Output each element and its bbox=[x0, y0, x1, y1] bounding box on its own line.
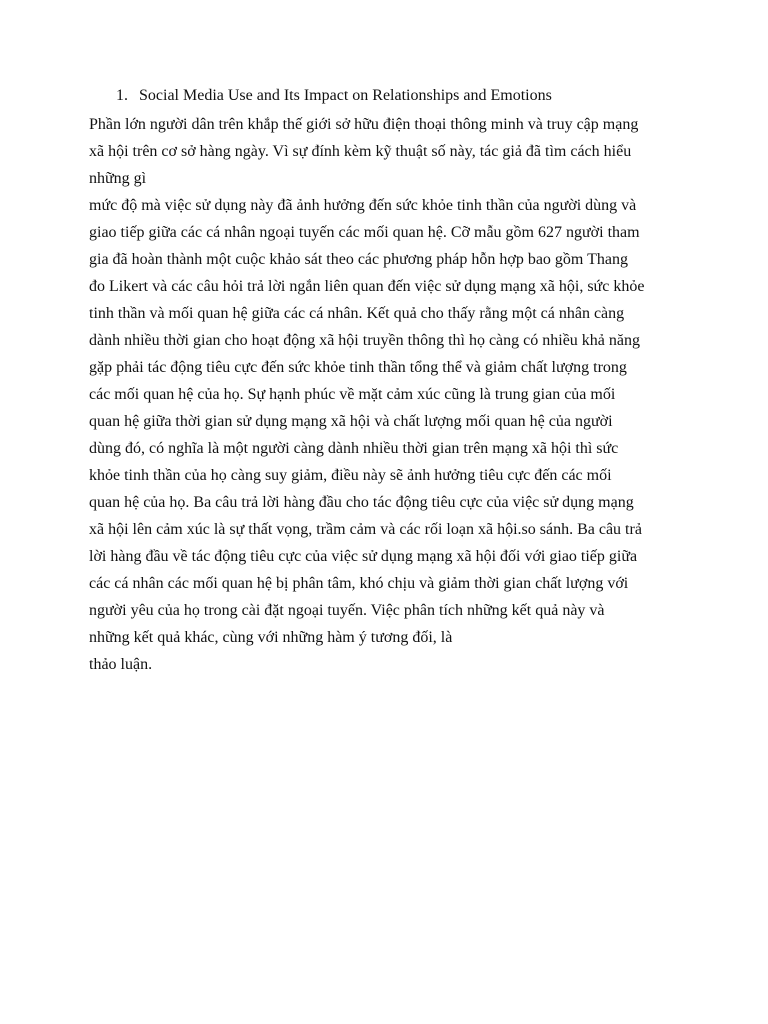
text-line: những gì bbox=[89, 170, 147, 187]
text-line: quan hệ giữa thời gian sử dụng mạng xã hội và chất lượng mối quan hệ của người bbox=[89, 413, 613, 430]
text-line: mức độ mà việc sử dụng này đã ảnh hưởng đến sức khỏe tinh thần của người dùng và bbox=[89, 197, 637, 214]
paragraph-1 bbox=[89, 111, 689, 192]
document-body bbox=[89, 85, 689, 678]
text-line: xã hội lên cảm xúc là sự thất vọng, trầm cảm và các rối loạn xã hội.so sánh. Ba câu trả bbox=[89, 521, 642, 538]
text-line: dùng đó, có nghĩa là một người càng dành nhiều thời gian trên mạng xã hội thì sức bbox=[89, 440, 619, 457]
text-line: Phần lớn người dân trên khắp thế giới sở hữu điện thoại thông minh và truy cập mạng bbox=[89, 116, 639, 133]
paragraph-2 bbox=[89, 192, 689, 678]
text-line: gặp phải tác động tiêu cực đến sức khỏe tinh thần tổng thể và giảm chất lượng trong bbox=[89, 359, 627, 376]
text-line: gia đã hoàn thành một cuộc khảo sát theo các phương pháp hỗn hợp bao gồm Thang bbox=[89, 251, 628, 268]
text-line: giao tiếp giữa các cá nhân ngoại tuyến các mối quan hệ. Cỡ mẫu gồm 627 người tham bbox=[89, 224, 640, 241]
text-line: các mối quan hệ của họ. Sự hạnh phúc về mặt cảm xúc cũng là trung gian của mối bbox=[89, 386, 616, 403]
text-line: thảo luận. bbox=[89, 656, 153, 673]
text-line: đo Likert và các câu hỏi trả lời ngắn liên quan đến việc sử dụng mạng xã hội, sức khỏe bbox=[89, 278, 645, 295]
text-line: các cá nhân các mối quan hệ bị phân tâm, khó chịu và giảm thời gian chất lượng với bbox=[89, 575, 629, 592]
text-line: lời hàng đầu về tác động tiêu cực của việc sử dụng mạng xã hội đối với giao tiếp giữa bbox=[89, 548, 638, 565]
text-line: người yêu của họ trong cài đặt ngoại tuyến. Việc phân tích những kết quả này và bbox=[89, 602, 605, 619]
section-heading bbox=[116, 85, 689, 107]
text-line: dành nhiều thời gian cho hoạt động xã hội truyền thông thì họ càng có nhiều khả năng bbox=[89, 332, 641, 349]
text-line: khỏe tinh thần của họ càng suy giảm, điều này sẽ ảnh hưởng tiêu cực đến các mối bbox=[89, 467, 612, 484]
text-line: xã hội trên cơ sở hàng ngày. Vì sự đính kèm kỹ thuật số này, tác giả đã tìm cách hiểu bbox=[89, 143, 632, 160]
text-line: những kết quả khác, cùng với những hàm ý tương đối, là bbox=[89, 629, 453, 646]
text-line: tinh thần và mối quan hệ giữa các cá nhân. Kết quả cho thấy rằng một cá nhân càng bbox=[89, 305, 625, 322]
heading-number: 1. bbox=[116, 87, 128, 104]
text-line: quan hệ của họ. Ba câu trả lời hàng đầu cho tác động tiêu cực của việc sử dụng mạng bbox=[89, 494, 634, 511]
heading-title: Social Media Use and Its Impact on Relationships and Emotions bbox=[139, 87, 552, 104]
